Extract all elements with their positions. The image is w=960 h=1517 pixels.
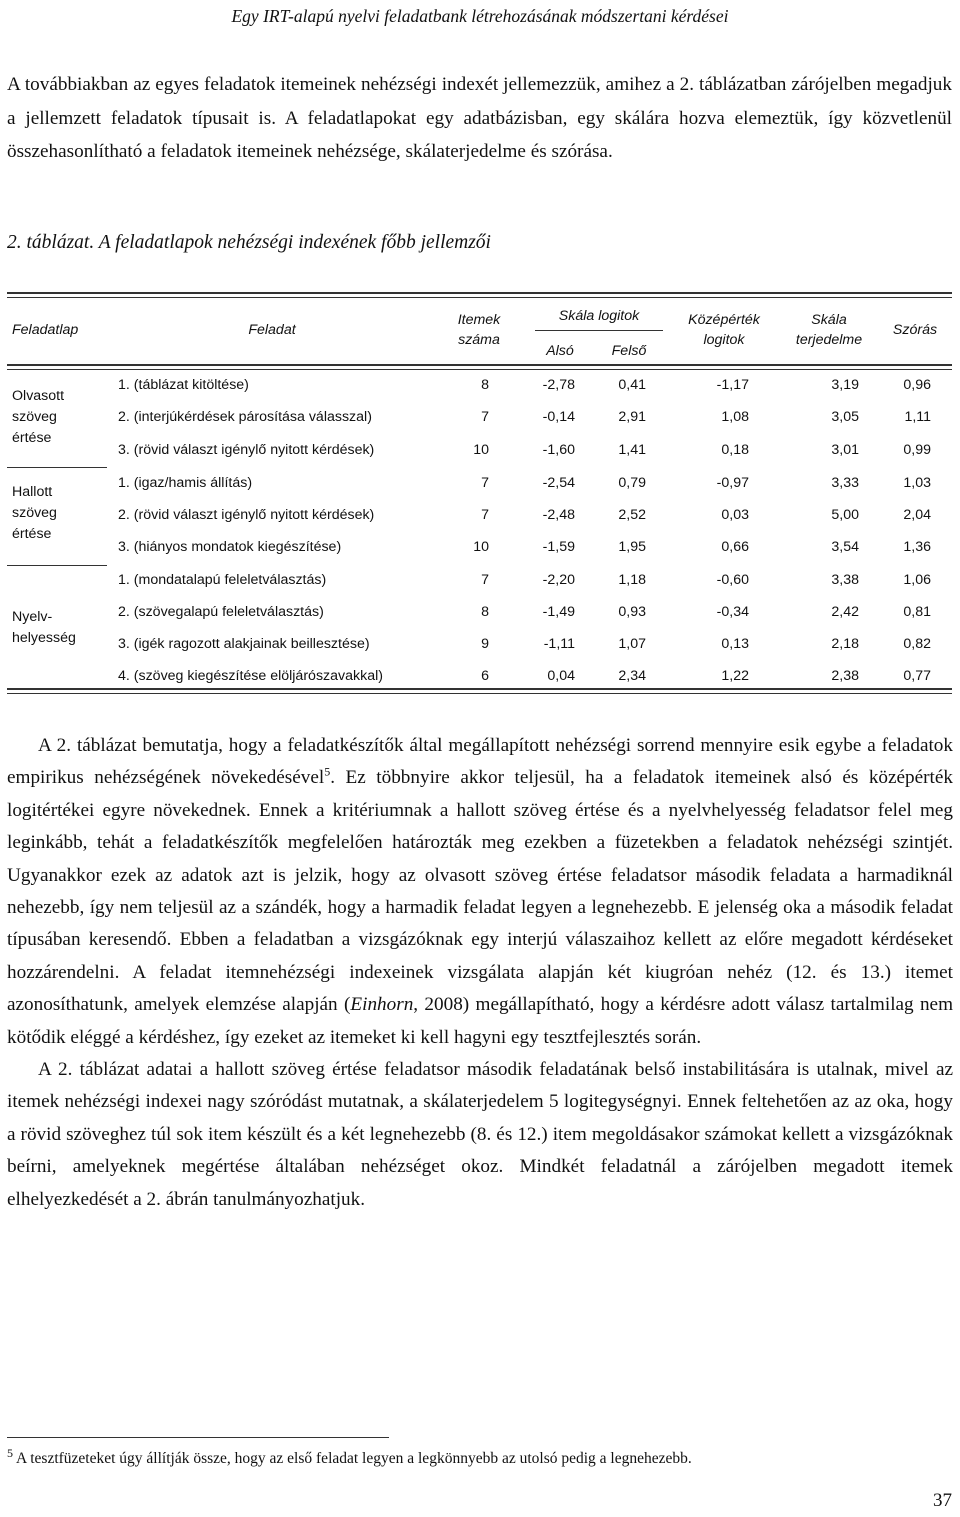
- felso-cell: 2,52: [618, 507, 646, 523]
- also-cell: -1,59: [542, 539, 575, 555]
- also-cell: -0,14: [542, 409, 575, 425]
- items-cell: 8: [481, 377, 489, 393]
- szoras-cell: 1,11: [904, 409, 931, 425]
- also-cell: -1,49: [542, 604, 575, 620]
- szoras-cell: 0,77: [903, 668, 931, 684]
- group-line: helyesség: [12, 630, 76, 646]
- kozep-cell: 0,66: [721, 539, 749, 555]
- kozep-cell: 1,08: [721, 409, 749, 425]
- kozep-cell: 0,13: [721, 636, 749, 652]
- skala-cell: 5,00: [831, 507, 859, 523]
- table-row: [7, 632, 952, 656]
- header-kozepertek: Középérték: [688, 312, 760, 328]
- also-cell: -1,60: [542, 442, 575, 458]
- task-cell: 2. (szövegalapú feleletválasztás): [118, 604, 324, 620]
- kozep-cell: 1,22: [721, 668, 749, 684]
- szoras-cell: 0,99: [903, 442, 931, 458]
- items-cell: 7: [481, 475, 489, 491]
- felso-cell: 1,07: [618, 636, 646, 652]
- felso-cell: 2,91: [618, 409, 646, 425]
- szoras-cell: 1,36: [903, 539, 931, 555]
- footnote-reference[interactable]: 5: [324, 765, 331, 780]
- table-bottom-rule: [7, 688, 952, 694]
- body-p1-part-c: , 2008) megállapítható, hogy a kérdésre adott válasz tartalmilag nem kötődik eléggé a kérdéshez, így ezeket az itemeket ki kell hagyni egy tesztfejlesztés során.: [7, 994, 953, 1048]
- footnote-marker: 5: [7, 1445, 13, 1460]
- header-terjedelme: terjedelme: [795, 332, 863, 348]
- items-cell: 9: [481, 636, 489, 652]
- body-p1-part-a: A 2. táblázat bemutatja, hogy a feladatkészítők által megállapított nehézségi sorrend mennyire esik egybe a feladatok empirikus nehézségének növekedésével: [7, 735, 953, 789]
- also-cell: -2,54: [542, 475, 575, 491]
- skala-cell: 3,01: [831, 442, 859, 458]
- szoras-cell: 0,81: [903, 604, 931, 620]
- skala-cell: 3,19: [831, 377, 859, 393]
- header-bottom-rule: [7, 364, 952, 370]
- group-line: Olvasott: [12, 388, 65, 404]
- difficulty-table: [7, 292, 952, 697]
- items-cell: 7: [481, 572, 489, 588]
- body-text: [7, 730, 953, 1216]
- task-cell: 3. (igék ragozott alakjainak beillesztése): [118, 636, 370, 652]
- body-p1-part-b: . Ez többnyire akkor teljesül, ha a feladatok itemeinek alsó és középérték logitértékei egyre növekednek. Ennek a kritériumnak a hallott szöveg értése és a nyelvhelyesség feladatsor felel meg leginkább, tehát a feladatkészítők megfelelően határozták meg ezekben a füzetekben a feladatok nehézségi szintjét. Ugyanakkor ezek az adatok azt is jelzik, hogy az olvasott szöveg értése feladatsor második feladata a harmadiknál nehezebb, így nem teljesül az a szándék, hogy a harmadik feladat legyen a legnehezebb. E jelenség oka a második feladat típusában keresendő. Ebben a feladatban a vizsgázóknak egy interjú válaszaihoz kellett az előre megadott kérdéseket hozzárendelni. A feladat itemnehézségi indexeinek vizsgálata alapján két kiugróan nehéz (12. és 13.) itemet azonosíthatunk, amelyek elemzése alapján (: [7, 767, 953, 1016]
- page-number: 37: [933, 1490, 952, 1511]
- table-row: [7, 600, 952, 624]
- items-cell: 7: [481, 409, 489, 425]
- items-cell: 10: [473, 539, 489, 555]
- table-row: [7, 373, 952, 397]
- table-row: [7, 568, 952, 592]
- group-line: Hallott: [12, 484, 53, 500]
- task-cell: 2. (interjúkérdések párosítása válasszal): [118, 409, 372, 425]
- header-itemek: Itemek: [457, 312, 501, 328]
- skala-cell: 3,54: [831, 539, 859, 555]
- intro-paragraph: A továbbiakban az egyes feladatok itemeinek nehézségi indexét jellemezzük, amihez a 2. táblázatban zárójelben megadjuk a jellemzett feladatok típusait is. A feladatlapokat egy adatbázisban, egy skálára hozva elemeztük, így közvetlenül összehasonlítható a feladatok itemeinek nehézsége, skálaterjedelme és szórása.: [7, 74, 952, 162]
- also-cell: 0,04: [547, 668, 575, 684]
- skala-cell: 2,18: [831, 636, 859, 652]
- group-separator-1: [7, 467, 107, 468]
- skala-cell: 2,38: [831, 668, 859, 684]
- header-szama: száma: [458, 332, 500, 348]
- table-row: [7, 503, 952, 527]
- skala-cell: 2,42: [831, 604, 859, 620]
- also-cell: -2,20: [542, 572, 575, 588]
- kozep-cell: 0,18: [721, 442, 749, 458]
- table-row: [7, 664, 952, 688]
- items-cell: 10: [473, 442, 489, 458]
- also-cell: -1,11: [543, 636, 575, 652]
- cited-author: Einhorn: [350, 994, 414, 1016]
- felso-cell: 1,18: [618, 572, 646, 588]
- table-row: [7, 405, 952, 429]
- group-line: Nyelv-: [12, 609, 53, 625]
- header-feladatlap: Feladatlap: [12, 322, 79, 338]
- also-cell: -2,48: [542, 507, 575, 523]
- header-also: Alsó: [546, 343, 574, 359]
- table-row: [7, 471, 952, 495]
- task-cell: 3. (hiányos mondatok kiegészítése): [118, 539, 342, 555]
- skala-logitok-rule: [535, 330, 663, 331]
- szoras-cell: 0,82: [903, 636, 931, 652]
- szoras-cell: 2,04: [903, 507, 931, 523]
- table-row: [7, 438, 952, 462]
- kozep-cell: -0,60: [716, 572, 749, 588]
- felso-cell: 0,93: [618, 604, 646, 620]
- task-cell: 1. (mondatalapú feleletválasztás): [118, 572, 327, 588]
- skala-cell: 3,38: [831, 572, 859, 588]
- task-cell: 2. (rövid választ igénylő nyitott kérdések): [118, 507, 375, 523]
- felso-cell: 2,34: [618, 668, 646, 684]
- header-felso: Felső: [611, 343, 647, 359]
- task-cell: 3. (rövid választ igénylő nyitott kérdések): [118, 442, 375, 458]
- group-line: szöveg: [12, 505, 57, 521]
- szoras-cell: 1,03: [903, 475, 931, 491]
- felso-cell: 1,41: [618, 442, 646, 458]
- skala-cell: 3,05: [831, 409, 859, 425]
- felso-cell: 1,95: [618, 539, 646, 555]
- szoras-cell: 1,06: [903, 572, 931, 588]
- items-cell: 8: [481, 604, 489, 620]
- footnote: [7, 1445, 692, 1468]
- body-paragraph-2: A 2. táblázat adatai a hallott szöveg értése feladatsor második feladatának belső instabilitására is utalnak, mivel az itemek nehézségi indexei nagy szóródást mutatnak, a skálaterjedelem 5 logitegységnyi. Ennek feltehetően az az oka, hogy a rövid szöveghez túl sok item készült és a két legnehezebb (8. és 12.) item megoldásakor számokat kellett a vizsgázóknak beírni, amelyeknek megértése általában nehézséget okoz. Mindkét feladatnál a zárójelben megadott itemek elhelyezkedését a 2. ábrán tanulmányozhatjuk.: [7, 1059, 953, 1210]
- skala-cell: 3,33: [831, 475, 859, 491]
- kozep-cell: -0,34: [716, 604, 749, 620]
- task-cell: 4. (szöveg kiegészítése elöljárószavakkal): [118, 668, 383, 684]
- felso-cell: 0,41: [618, 377, 646, 393]
- felso-cell: 0,79: [618, 475, 646, 491]
- kozep-cell: 0,03: [721, 507, 749, 523]
- header-logitok: logitok: [703, 332, 745, 348]
- body-paragraph-1: [7, 730, 953, 1054]
- header-feladat: Feladat: [248, 322, 296, 338]
- group-line: értése: [12, 526, 52, 542]
- kozep-cell: -1,17: [716, 377, 749, 393]
- table-top-rule: [7, 292, 952, 298]
- header-skala-logitok: Skála logitok: [558, 308, 640, 324]
- group-line: szöveg: [12, 409, 57, 425]
- header-skala: Skála: [811, 312, 847, 328]
- header-szoras: Szórás: [892, 322, 938, 338]
- items-cell: 7: [481, 507, 489, 523]
- footnote-rule: [7, 1437, 389, 1438]
- items-cell: 6: [481, 668, 489, 684]
- group-line: értése: [12, 430, 52, 446]
- task-cell: 1. (igaz/hamis állítás): [118, 475, 253, 491]
- footnote-text: A tesztfüzeteket úgy állítják össze, hogy az első feladat legyen a legkönnyebb az utolsó pedig a legnehezebb.: [13, 1450, 692, 1467]
- table-row: [7, 535, 952, 559]
- szoras-cell: 0,96: [903, 377, 931, 393]
- running-header: Egy IRT-alapú nyelvi feladatbank létrehozásának módszertani kérdései: [231, 6, 729, 26]
- table-caption: 2. táblázat. A feladatlapok nehézségi indexének főbb jellemzői: [7, 232, 491, 253]
- also-cell: -2,78: [542, 377, 575, 393]
- group-separator-2: [7, 565, 107, 566]
- task-cell: 1. (táblázat kitöltése): [118, 377, 249, 393]
- kozep-cell: -0,97: [716, 475, 749, 491]
